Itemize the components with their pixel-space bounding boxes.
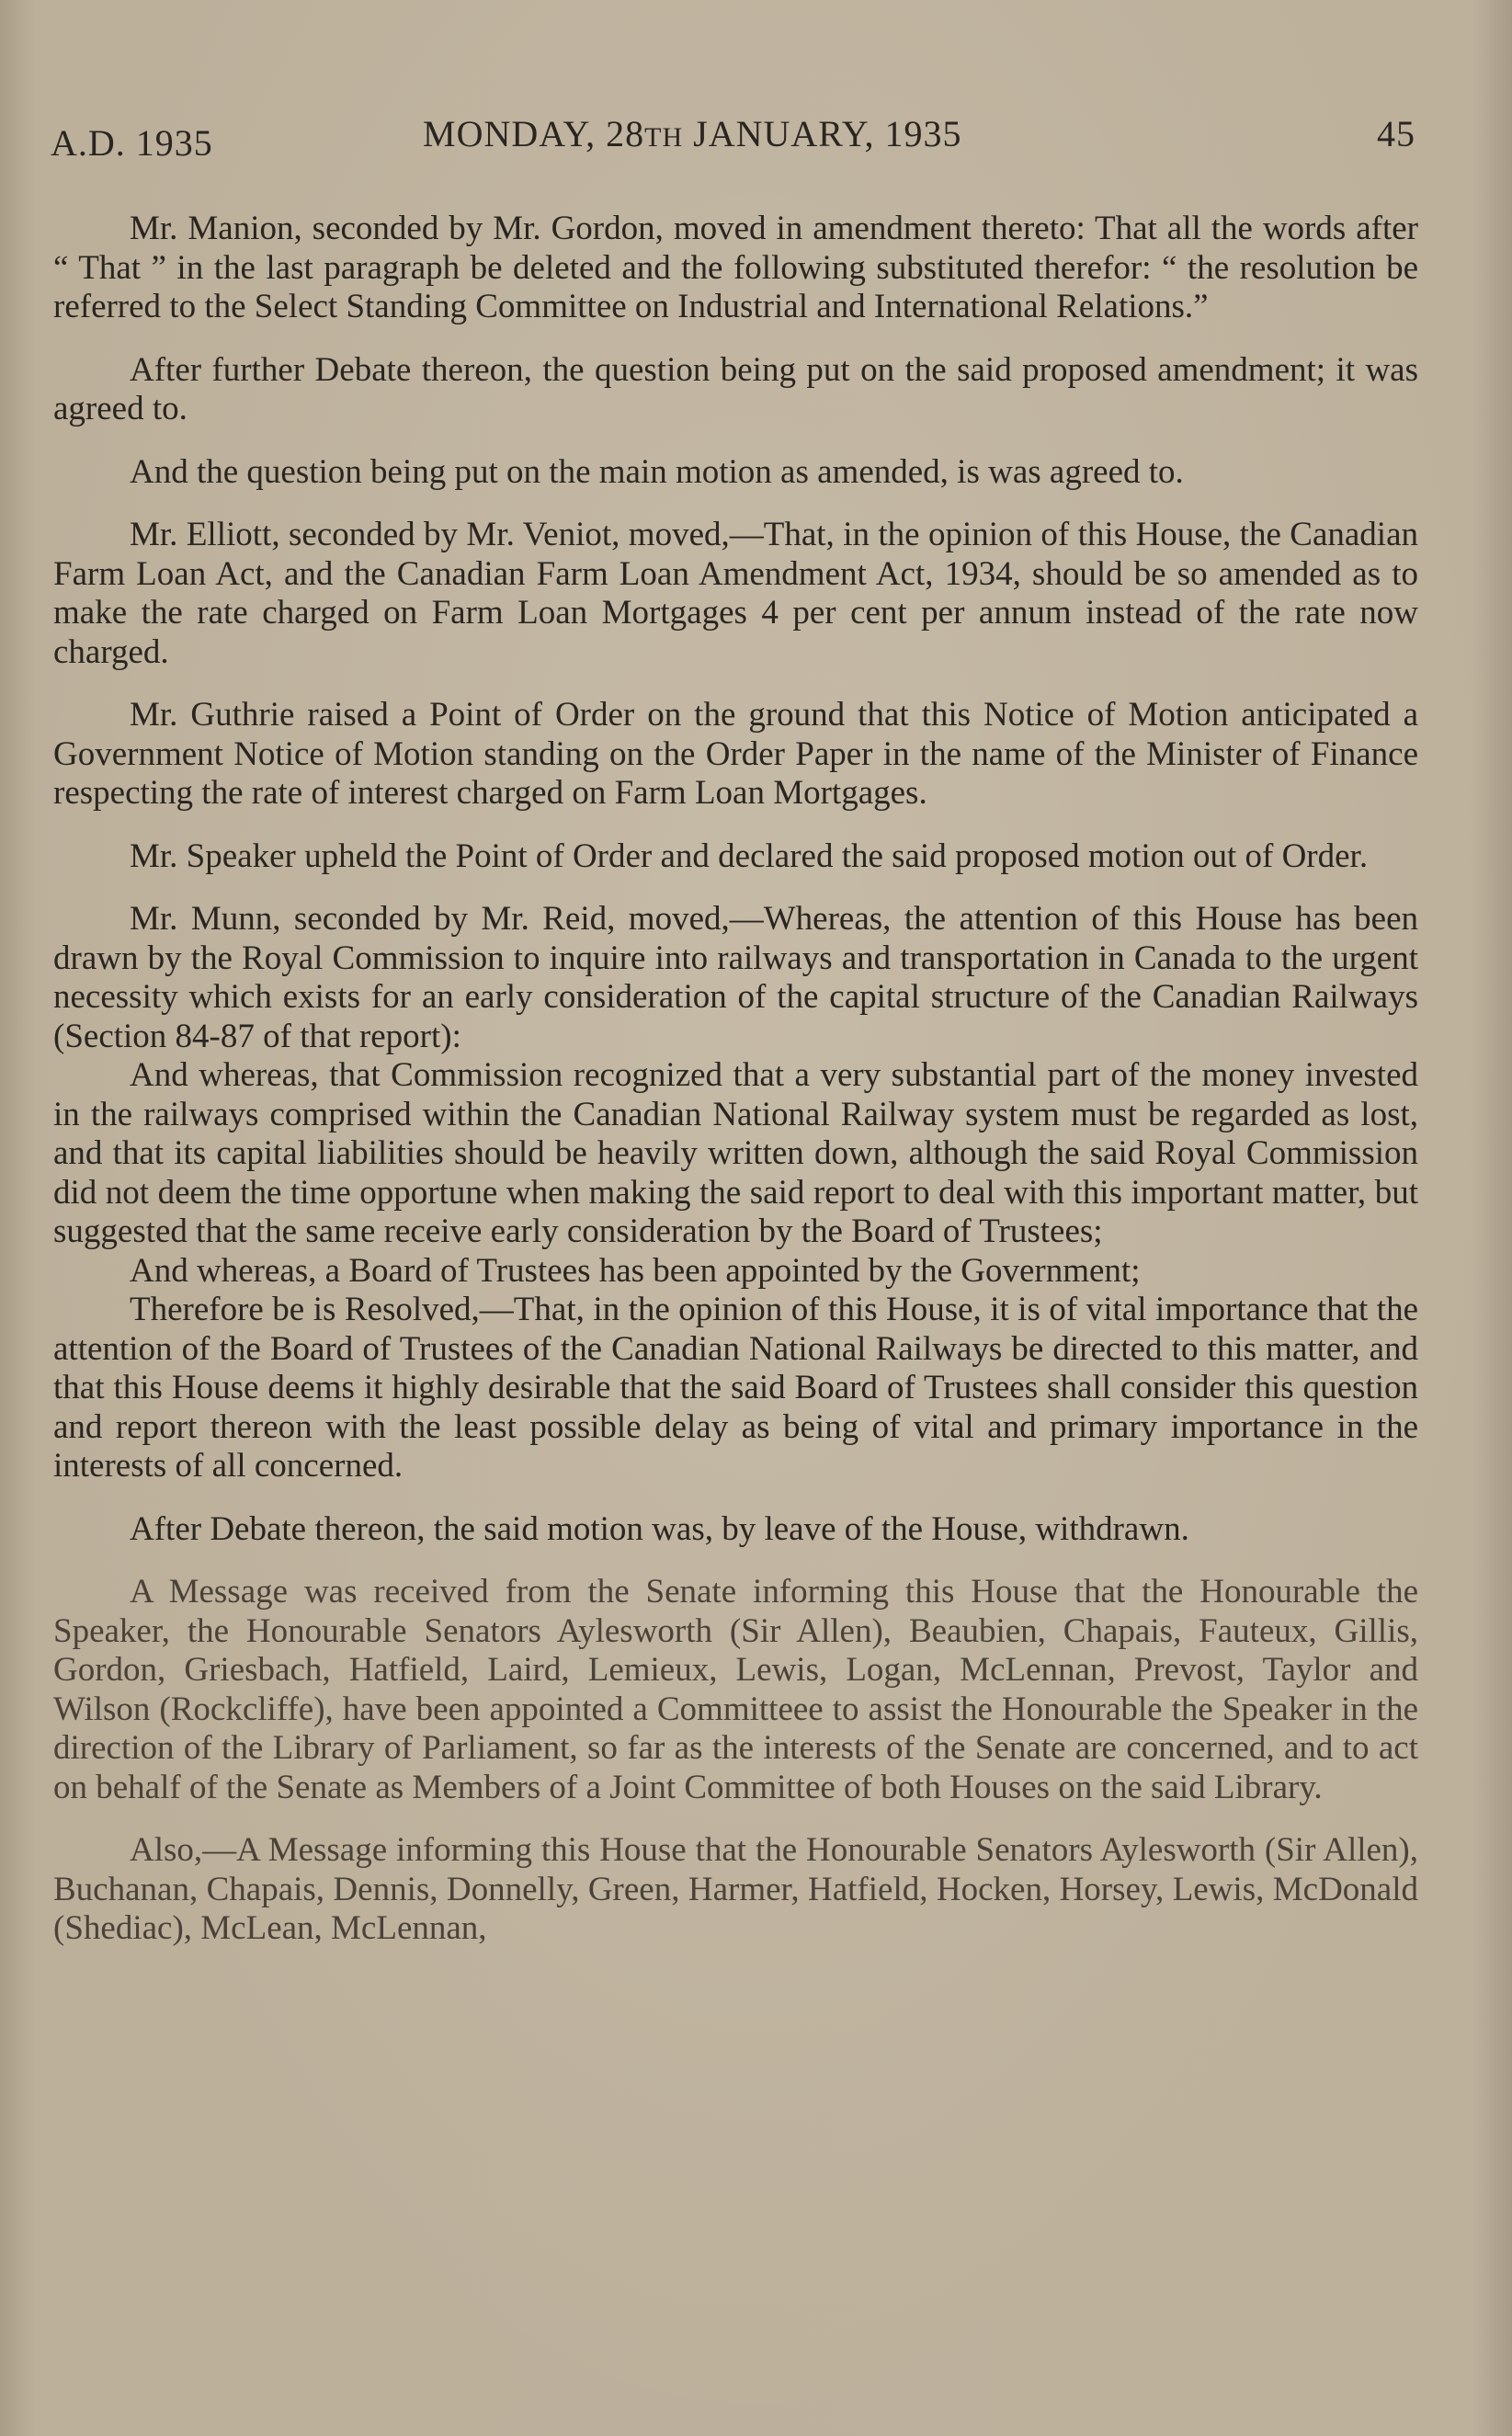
header-date-day: MONDAY, 28 — [423, 113, 645, 154]
paragraph-whereas-commission: And whereas, that Commission recognized that a very substantial part of the money invested in the railways comprised within the Canadian National Railway system must be regarded as lost, and that its capital liabilities should be heavily written down, although the said Royal Commission did not deem the time opportune when making the said report to deal with this important matter, but suggested that the same receive early consideration by the Board of Trustees; — [53, 1056, 1418, 1250]
header-date-suffix: TH — [644, 122, 684, 153]
paragraph-motion-withdrawn: After Debate thereon, the said motion was, by leave of the House, withdrawn. — [130, 1509, 1189, 1548]
paragraph-senate-message-also: Also,—A Message informing this House that the Honourable Senators Aylesworth (Sir Allen), Buchanan, Chapais, Dennis, Donnelly, Green, Harmer, Hatfield, Hocken, Horsey, Lewis, McDonald (Shediac), McLean, McLennan, — [53, 1831, 1418, 1947]
paragraph-munn-motion: Mr. Munn, seconded by Mr. Reid, moved,—Whereas, the attention of this House has been drawn by the Royal Commission to inquire into railways and transportation in Canada to the urgent necessity which exists for an early consideration of the capital structure of the Canadian Railways (Section 84-87 of that report): — [53, 900, 1418, 1055]
header-year: A.D. 1935 — [51, 122, 213, 164]
page-number: 45 — [1377, 113, 1415, 154]
paragraph-manion-amendment: Mr. Manion, seconded by Mr. Gordon, moved in amendment thereto: That all the words after “ That ” in the last paragraph be deleted and the following substituted therefor: “ the resolution be referred to the Select Standing Committee on Industrial and International Relations.” — [53, 210, 1418, 325]
paragraph-elliott-motion: Mr. Elliott, seconded by Mr. Veniot, moved,—That, in the opinion of this House, the Canadian Farm Loan Act, and the Canadian Farm Loan Amendment Act, 1934, should be so amended as to make the rate charged on Farm Loan Mortgages 4 per cent per annum instead of the rate now charged. — [53, 516, 1418, 671]
paragraph-whereas-board: And whereas, a Board of Trustees has been appointed by the Government; — [130, 1251, 1141, 1290]
paragraph-guthrie-point-of-order: Mr. Guthrie raised a Point of Order on the ground that this Notice of Motion anticipated a Government Notice of Motion standing on the Order Paper in the name of the Minister of Finance respecting the rate of interest charged on Farm Loan Mortgages. — [53, 696, 1418, 812]
paragraph-senate-message-library: A Message was received from the Senate informing this House that the Honourable the Speaker, the Honourable Senators Aylesworth (Sir Allen), Beaubien, Chapais, Fauteux, Gillis, Gordon, Griesbach, Hatfield, Laird, Lemieux, Lewis, Logan, McLennan, Prevost, Taylor and Wilson (Rockcliffe), have been appointed a Committeee to assist the Honourable the Speaker in the direction of the Library of Parliament, so far as the interests of the Senate are concerned, and to act on behalf of the Senate as Members of a Joint Committee of both Houses on the said Library. — [53, 1573, 1418, 1806]
header-date — [423, 112, 962, 155]
paragraph-main-motion-agreed: And the question being put on the main motion as amended, is was agreed to. — [130, 452, 1184, 491]
header-date-rest: JANUARY, 1935 — [683, 113, 962, 154]
paragraph-resolved: Therefore be is Resolved,—That, in the opinion of this House, it is of vital importance that the attention of the Board of Trustees of the Canadian National Railways be directed to this matter, and that this House deems it highly desirable that the said Board of Trustees shall consider this question and report thereon with the least possible delay as being of vital and primary importance in the interests of all concerned. — [53, 1291, 1418, 1485]
page-header — [51, 112, 1415, 167]
page-body — [53, 210, 1418, 1973]
paragraph-amendment-agreed: After further Debate thereon, the question being put on the said proposed amendment; it was agreed to. — [53, 350, 1418, 427]
paragraph-speaker-ruling: Mr. Speaker upheld the Point of Order and declared the said proposed motion out of Order. — [130, 837, 1369, 875]
